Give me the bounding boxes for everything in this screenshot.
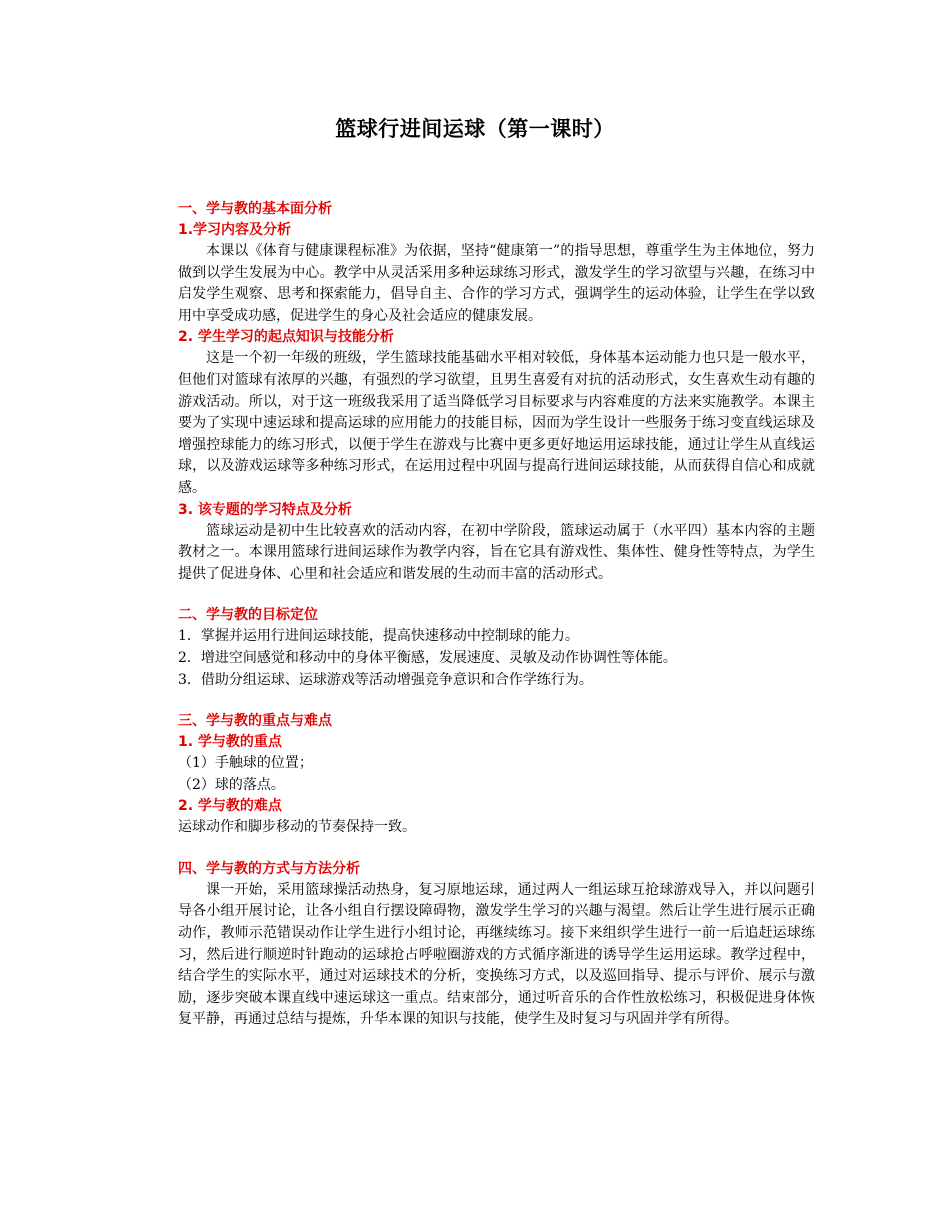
section-2-heading: 二、学与教的目标定位 — [178, 607, 318, 624]
section-1-paragraph-3: 篮球运动是初中生比较喜欢的活动内容，在初中学阶段，篮球运动属于（水平四）基本内容的主题教材之一。本课用篮球行进间运球作为教学内容，旨在它具有游戏性、集体性、健身性等特点，为学生提供了促进身体、心里和社会适应和谐发展的生动而丰富的活动形式。 — [178, 522, 815, 582]
section-1-subheading-3: 3. 该专题的学习特点及分析 — [178, 501, 352, 518]
key-point-item: （2）球的落点。 — [178, 776, 285, 793]
difficulty-text: 运球动作和脚步移动的节奏保持一致。 — [178, 819, 416, 836]
goal-item: 2．增进空间感觉和移动中的身体平衡感，发展速度、灵敏及动作协调性等体能。 — [178, 649, 677, 666]
section-1-subheading-2: 2. 学生学习的起点知识与技能分析 — [178, 329, 394, 346]
section-3-subheading-1: 1. 学与教的重点 — [178, 734, 282, 751]
section-1-heading: 一、学与教的基本面分析 — [178, 201, 332, 217]
section-1-paragraph-2: 这是一个初一年级的班级，学生篮球技能基础水平相对较低，身体基本运动能力也只是一般水平，但他们对篮球有浓厚的兴趣，有强烈的学习欲望，且男生喜爱有对抗的活动形式，女生喜欢生动有趣的游戏活动。所以，对于这一班级我采用了适当降低学习目标要求与内容难度的方法来实施教学。本课主要为了实现中速运球和提高运球的应用能力的技能目标，因而为学生设计一些服务于练习变直线运球及增强控球能力的练习形式，以便于学生在游戏与比赛中更多更好地运用运球技能，通过让学生从直线运球，以及游戏运球等多种练习形式，在运用过程中巩固与提高行进间运球技能，从而获得自信心和成就感。 — [178, 350, 815, 496]
page-title: 篮球行进间运球（第一课时） — [335, 117, 615, 141]
section-1-subheading-1: 1.学习内容及分析 — [178, 222, 292, 238]
key-point-item: （1）手触球的位置； — [178, 755, 313, 772]
section-3-subheading-2: 2. 学与教的难点 — [178, 798, 282, 815]
goal-item: 3．借助分组运球、运球游戏等活动增强竞争意识和合作学练行为。 — [178, 671, 593, 688]
section-1-paragraph-1: 本课以《体育与健康课程标准》为依据，坚持“健康第一”的指导思想，尊重学生为主体地位，努力做到以学生发展为中心。教学中从灵活采用多种运球练习形式，激发学生的学习欲望与兴趣，在练习中启发学生观察、思考和探索能力，倡导自主、合作的学习方式，强调学生的运动体验，让学生在学以致用中享受成功感，促进学生的身心及社会适应的健康发展。 — [178, 243, 815, 324]
section-3-heading: 三、学与教的重点与难点 — [178, 713, 332, 730]
goal-item: 1．掌握并运用行进间运球技能，提高快速移动中控制球的能力。 — [178, 628, 579, 645]
section-4-heading: 四、学与教的方式与方法分析 — [178, 860, 360, 877]
document-body — [178, 199, 815, 1031]
section-4-paragraph: 课一开始，采用篮球操活动热身，复习原地运球，通过两人一组运球互抢球游戏导入，并以问题引导各小组开展讨论，让各小组自行摆设障碍物，激发学生学习的兴趣与渴望。然后让学生进行展示正确动作，教师示范错误动作让学生进行小组讨论，再继续练习。接下来组织学生进行一前一后追赶运球练习，然后进行顺逆时针跑动的运球抢占呼啦圈游戏的方式循序渐进的诱导学生运用运球。教学过程中，结合学生的实际水平，通过对运球技术的分析，变换练习方式，以及巡回指导、提示与评价、展示与激励，逐步突破本课直线中速运球这一重点。结束部分，通过听音乐的合作性放松练习，积极促进身体恢复平静，再通过总结与提炼，升华本课的知识与技能，使学生及时复习与巩固并学有所得。 — [178, 881, 815, 1028]
